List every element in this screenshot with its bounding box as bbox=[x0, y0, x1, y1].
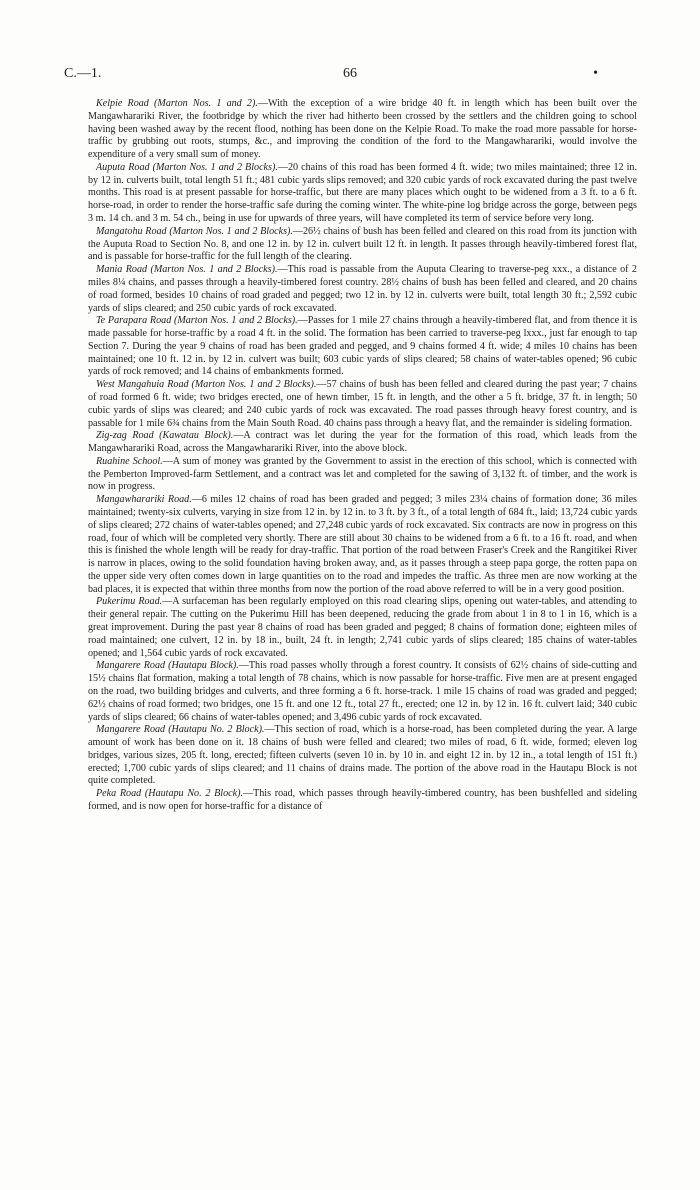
paragraph-title: Kelpie Road (Marton Nos. 1 and 2). bbox=[96, 98, 258, 109]
paragraph-text: —A surfaceman has been regularly employed on this road clearing slips, opening out water-tables, and attending to their general repair. The cutting on the Pukerimu Hill has been deepened, reducing the grade from about 1 in 8 to 1 in 16, which is a great improvement. During the past year 8 chains of road has been graded and pegged; 8 chains of formation done; eighteen miles of road maintained; one culvert, 12 in. by 18 in., built, 24 ft. in length; 2,741 cubic yards of slips cleared; 185 chains of water-tables opened; and 1,564 cubic yards of rock excavated. bbox=[88, 596, 637, 659]
paragraph-title: Pukerimu Road. bbox=[96, 596, 163, 608]
paragraph-text: —57 chains of bush has been felled and cleared during the past year; 7 chains of road formed 6 ft. wide; two bridges erected, one of hewn timber, 15 ft. in length, and the other a 5 ft. bridge, 37 ft. in length; 50 cubic yards of slips was cleared; and 240 cubic yards of rock was excavated. The road passes through heavy forest country, and is passable for 1 mile 6¾ chains from the Main South Road. 40 chains pass through a heavy flat, and the remainder is sideling formation. bbox=[88, 379, 637, 429]
paragraph-text: —6 miles 12 chains of road has been graded and pegged; 3 miles 23¼ chains of formation done; 36 miles maintained; twenty-six culverts, varying in size from 12 in. by 12 in. to 3 ft. by 3 ft., of a total length of 684 ft., laid; 13,724 cubic yards of slips cleared; 272 chains of water-tables opened; and 27,248 cubic yards of rock excavated. Six contracts are now in progress on this road, four of which will be completed very shortly. There are still about 30 chains to be widened from a 6 ft. to a 16 ft. road, and when this is finished the whole length will be ready for dray-traffic. That portion of the road between Fraser's Creek and the Rangitikei River is narrow in places, owing to the solid foundation having broken away, and, as it passes through a steep papa gorge, the rotten papa on the upper side very often comes down in large quantities on to the road and impedes the traffic. As three men are now working at the bad places, it is expected that within three months from now the portion of the road above referred to will be in a very good position. bbox=[88, 494, 637, 595]
paragraph-title: Mangatohu Road (Marton Nos. 1 and 2 Blocks). bbox=[96, 225, 293, 237]
paragraph-text: —This section of road, which is a horse-road, has been completed during the year. A large amount of work has been done on it. 18 chains of bush were felled and cleared; two miles of road, 6 ft. wide, formed; eleven log bridges, various sizes, 205 ft. long, erected; fifteen culverts (seven 10 in. by 10 in. and eight 12 in. by 12 in., a total length of 151 ft.) erected; 1,700 cubic yards of slips cleared; and 11 chains of drains made. The portion of the above road in the Hautapu Block is not quite completed. bbox=[88, 724, 637, 787]
page-number: 66 bbox=[343, 66, 357, 81]
paragraph-text: —With the exception of a wire bridge 40 ft. in length which has been built over the Mangawharariki River, the footbridge by which the river had hitherto been crossed by the settlers and the children going to school having been washed away by the recent flood, nothing has been done on the Kelpie Road. To make the road more passable for horse-traffic by grubbing out roots, stumps, &c., and improving the condition of the ford to the Mangawharariki, would involve the expenditure of a very small sum of money. bbox=[88, 98, 637, 161]
paragraph-text: —This road, which passes through heavily-timbered country, has been bushfelled and sideling formed, and is now open for horse-traffic for a distance of bbox=[88, 788, 637, 812]
paragraph-text: —26½ chains of bush has been felled and cleared on this road from its junction with the Auputa Road to Section No. 8, and one 12 in. by 12 in. culvert built 12 ft. in length. It passes through heavily-timbered forest flat, and is passable for horse-traffic for the full length of the clearing. bbox=[88, 225, 637, 263]
header-mark: • bbox=[593, 66, 598, 81]
paragraph-title: Mania Road (Marton Nos. 1 and 2 Blocks). bbox=[96, 264, 278, 276]
paragraph-zig-zag-road bbox=[88, 430, 637, 456]
paragraph-pukerimu-road bbox=[88, 596, 637, 660]
paragraph-mangarere-road-hautapu-no-2 bbox=[88, 724, 637, 788]
paragraph-peka-road bbox=[88, 788, 637, 814]
paragraph-title: Mangawharariki Road. bbox=[96, 494, 192, 506]
paragraph-text: —20 chains of this road has been formed 4 ft. wide; two miles maintained; three 12 in. by 12 in. culverts built, total length 51 ft.; 481 cubic yards slips removed; and 320 cubic yards of rock excavated during the past twelve months. This road is at present passable for horse-traffic, but there are many places which ought to be widened from a 3 ft. to a 6 ft. horse-road, in order to render the horse-traffic safe during the coming winter. The white-pine log bridge across the gorge, between pegs 3 m. 14 ch. and 3 m. 54 ch., being in use for upwards of three years, will have completed its term of service before very long. bbox=[88, 161, 637, 225]
paragraph-title: West Mangahuia Road (Marton Nos. 1 and 2 Blocks). bbox=[96, 379, 317, 391]
paragraph-text: —A contract was let during the year for the formation of this road, which leads from the Mangawharariki Road, across the Mangawharariki River, into the above block. bbox=[88, 430, 638, 455]
paragraph-mangawharariki-road bbox=[88, 494, 637, 596]
paragraph-title: Te Parapara Road (Marton Nos. 1 and 2 Blocks). bbox=[96, 315, 298, 327]
document-reference: C.—1. bbox=[64, 66, 102, 81]
paragraph-text: —This road is passable from the Auputa Clearing to traverse-peg xxx., a distance of 2 miles 8¼ chains, and passes through a heavily-timbered forest country. 28½ chains of bush has been felled and cleared, and 20 chains of road formed, besides 10 chains of road graded and pegged; two 12 in. by 12 in. culverts were built, total length 30 ft.; 2,592 cubic yards of slips cleared; and 250 cubic yards of rock excavated. bbox=[88, 264, 637, 314]
paragraph-te-parapara-road bbox=[88, 315, 637, 379]
paragraph-mangarere-road-hautapu bbox=[88, 660, 637, 724]
paragraph-title: Mangarere Road (Hautapu No. 2 Block). bbox=[96, 724, 265, 736]
paragraph-title: Zig-zag Road (Kawatau Block). bbox=[96, 430, 234, 442]
paragraph-text: —Passes for 1 mile 27 chains through a heavily-timbered flat, and from thence it is made passable for horse-traffic by a road 4 ft. in the solid. The formation has been carried to traverse-peg lxxx., just far enough to tap Section 7. During the year 9 chains of road has been graded and pegged, and 9 chains formed 4 ft. wide; 4 miles 10 chains has been maintained; one 10 ft. 12 in. by 12 in. culvert was built; 603 cubic yards of slips cleared; 58 chains of water-tables opened; 96 cubic yards of rock removed; and 14 chains of embankments formed. bbox=[88, 315, 637, 378]
paragraph-title: Mangarere Road (Hautapu Block). bbox=[96, 660, 239, 672]
paragraph-auputa-road bbox=[88, 162, 637, 226]
paragraph-title: Peka Road (Hautapu No. 2 Block). bbox=[96, 788, 243, 800]
paragraph-ruahine-school bbox=[88, 456, 637, 494]
paragraph-mania-road bbox=[88, 264, 637, 315]
report-body bbox=[88, 98, 637, 814]
paragraph-text: —A sum of money was granted by the Government to assist in the erection of this school, which is connected with the Pemberton Improved-farm Settlement, and a contract was let and completed for the sawing of 3,132 ft. of timber, and the work is now in progress. bbox=[88, 455, 637, 493]
paragraph-text: —This road passes wholly through a forest country. It consists of 62½ chains of side-cutting and 15½ chains flat formation, making a total length of 78 chains, which is now passable for horse-traffic. Five men are at present engaged on the road, two building bridges and culverts, and three forming a 6 ft. horse-track. 1 mile 15 chains of road was graded and pegged; 62½ chains of road formed; two bridges, one 15 ft. and one 12 ft., total 27 ft., erected; one 12 in. by 12 in. 16 ft. culvert laid; 340 cubic yards of slips cleared; 66 chains of water-tables opened; and 3,496 cubic yards of rock excavated. bbox=[88, 660, 637, 723]
page-header bbox=[64, 66, 636, 84]
paragraph-title: Auputa Road (Marton Nos. 1 and 2 Blocks). bbox=[96, 161, 278, 173]
paragraph-mangatohu-road bbox=[88, 226, 637, 264]
paragraph-kelpie-road bbox=[88, 98, 637, 162]
paragraph-west-mangahuia-road bbox=[88, 379, 637, 430]
paragraph-title: Ruahine School. bbox=[96, 455, 163, 467]
